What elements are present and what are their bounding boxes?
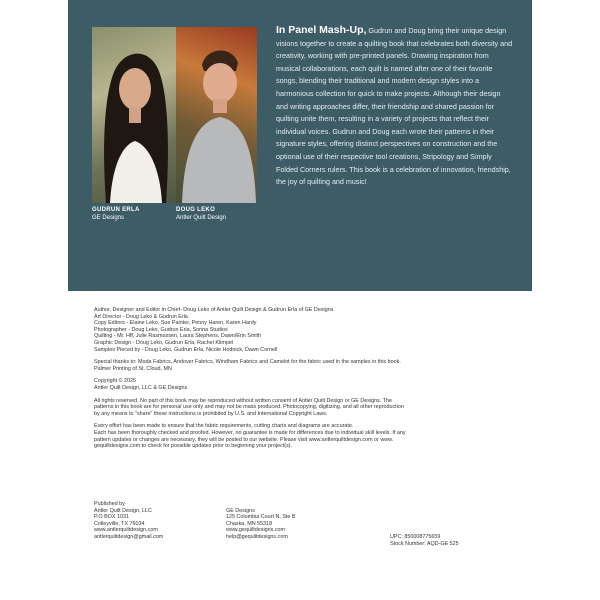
publisher-antler	[94, 501, 163, 541]
author-photos	[92, 27, 257, 203]
publisher-name: Antler Quilt Design, LLC	[94, 507, 152, 514]
stock-number: Stock Number: AQD-GE 525	[390, 540, 459, 547]
disclaimer-line: gequiltdesigns.com to check for possible updates prior to beginning your project(s).	[94, 443, 293, 450]
published-label: Published by	[94, 501, 125, 507]
publisher-city: Colleyville, TX 76034	[94, 520, 145, 527]
publisher-address: P.O BOX 1031	[94, 514, 129, 521]
author-caption-doug: DOUG LEKO Antler Quilt Design	[176, 207, 227, 221]
author-panel	[68, 0, 532, 291]
credit-line: Photographer - Doug Leko, Gudrun Erla, Sonna Studios	[94, 326, 228, 333]
credit-line: Author, Designer and Editor in Chief- Doug Leko of Antler Quilt Design & Gudrun Erla of GE Designs	[94, 307, 334, 313]
copyright: Copyright © 2025 Antler Quilt Design, LLC & GE Designs	[94, 378, 188, 391]
publisher-website[interactable]: www.gequiltdesigns.com	[226, 527, 286, 534]
publisher-ge	[226, 508, 296, 541]
publisher-email[interactable]: help@gequiltdesigns.com	[226, 533, 288, 540]
credit-line: Art Director - Doug Leko & Gudrun Erla	[94, 313, 188, 320]
publisher-city: Chaska, MN 55318	[226, 520, 273, 527]
rights-line: by any means to "share" these instructions is prohibited by U.S. and International Copyright Laws.	[94, 410, 328, 417]
author-caption-gudrun: GUDRUN ERLA GE Designs	[92, 207, 140, 221]
gudrun-photo	[92, 27, 176, 203]
disclaimer-line: Every effort has been made to ensure that the fabric requirements, cutting charts and diagrams are accurate.	[94, 423, 354, 430]
rights-line: patterns in this book are for personal use only and may not be mass produced. Photocopying, digitizing, and all other reproduction	[94, 404, 404, 411]
book-description	[276, 24, 514, 189]
credit-line: Samples Pieced by - Doug Leko, Gudrun Erla, Nicole Hodnick, Dawn Cornell	[94, 346, 278, 353]
publisher-address: 125 Columbia Court N, Ste B	[226, 514, 296, 521]
book-page	[68, 0, 532, 600]
upc-code: UPC: 850008775659	[390, 534, 441, 540]
product-codes	[390, 534, 459, 547]
credits-block	[94, 307, 514, 450]
credit-line: Copy Editors - Elaine Leko, Sue Painter, Penny Haren, Karen Hardy	[94, 320, 257, 327]
doug-photo	[176, 27, 257, 203]
rights-line: All rights reserved. No part of this book may be reproduced without written consent of Antler Quilt Design or GE Designs. The	[94, 397, 393, 404]
book-title-lead: In Panel Mash-Up,	[276, 24, 367, 36]
publisher-name: GE Designs	[226, 507, 255, 514]
publisher-email[interactable]: antlerquiltdesign@gmail.com	[94, 533, 164, 540]
credit-line: Graphic Design - Doug Leko, Gudrun Erla, Rachel Klimpel	[94, 339, 234, 346]
disclaimer-line: pattern updates or changes are necessary, they will be posted to our website. Please visit www.antlerquiltdesign.com or www.	[94, 436, 394, 443]
thanks-line: Special thanks to: Moda Fabrics, Andover Fabrics, Windham Fabrics and Camelot for the fabric used in the samples in this book.	[94, 359, 401, 366]
disclaimer-line: Each has been thoroughly checked and proofed. However, no guarantee is made for differences due to individual skill levels. If any	[94, 429, 406, 436]
thanks-line: Palmer Printing of St. Cloud, MN	[94, 365, 172, 372]
credit-line: Quilting - Mr. Hff, Julie Rasmussen, Laura Stephens, Dawn/Erin Smith	[94, 333, 262, 340]
book-description-text: Gudrun and Doug bring their unique design visions together to create a quilting book that celebrates both diversity and creativity, working with pre-printed panels. Drawing inspiration from musical collaborations, each quilt is named after one of their favorite songs, blending their traditional and modern design styles into a harmonious collection for quick to make projects. Although their design and writing approaches differ, their friendship and shared passion for quilting unite them, resulting in a variety of projects that reflect their individual voices. Gudrun and Doug each wrote their patterns in their signature styles, offering distinct perspectives on construction and the optional use of their respective tool creations, Stripology and Simply Folded Corners rulers. This book is a celebration of innovation, friendship, the joy of quilting and music!	[276, 26, 513, 187]
publisher-website[interactable]: www.antlerquiltdesign.com	[94, 527, 158, 534]
